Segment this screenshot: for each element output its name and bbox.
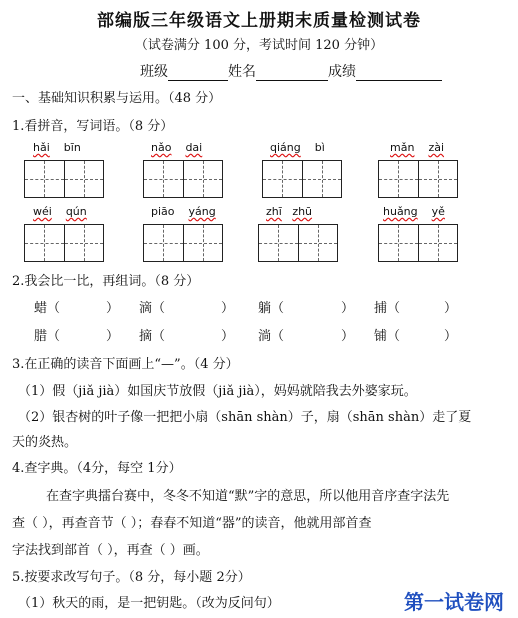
writing-grid[interactable] [24, 160, 104, 198]
writing-grid[interactable] [143, 160, 223, 198]
writing-grid[interactable] [143, 224, 223, 262]
pinyin: zhī zhū [266, 205, 313, 218]
score-blank [356, 66, 442, 81]
q5-heading: 5.按要求改写句子。（8 分，每小题 2分） [12, 570, 251, 585]
char-item: 滴（ [139, 301, 166, 316]
writing-grid[interactable] [258, 224, 338, 262]
char-item: 捕（ [374, 301, 401, 316]
char-blank[interactable]: ） [106, 329, 120, 344]
q3-line-3: 天的炎热。 [12, 435, 78, 450]
char-blank[interactable]: ） [106, 301, 120, 316]
q4-heading: 4.查字典。（4分，每空 1分） [12, 461, 182, 476]
q2-heading: 2.我会比一比，再组词。（8 分） [12, 274, 200, 289]
char-blank[interactable]: ） [444, 329, 458, 344]
student-info [140, 61, 442, 81]
pinyin: nǎo dai [151, 141, 203, 154]
char-item: 蜡（ [34, 301, 61, 316]
writing-grid[interactable] [378, 160, 458, 198]
q5-line-1: （1）秋天的雨，是一把钥匙。（改为反问句） [18, 596, 280, 611]
char-blank[interactable]: ） [221, 329, 235, 344]
char-blank[interactable]: ） [341, 301, 355, 316]
writing-grid[interactable] [378, 224, 458, 262]
name-label: 姓名 [228, 64, 256, 80]
char-blank[interactable]: ） [444, 301, 458, 316]
char-item: 淌（ [258, 329, 285, 344]
q4-line-3: 字法找到部首（ ），再查（ ）画。 [12, 543, 209, 558]
char-item: 摘（ [139, 329, 166, 344]
char-blank[interactable]: ） [341, 329, 355, 344]
exam-title: 部编版三年级语文上册期末质量检测试卷 [97, 11, 421, 31]
site-watermark: 第一试卷网 [404, 590, 504, 614]
name-blank [256, 66, 328, 81]
char-blank[interactable]: ） [221, 301, 235, 316]
pinyin: qiáng bì [270, 141, 325, 154]
score-label: 成绩 [328, 64, 356, 80]
char-item: 腊（ [34, 329, 61, 344]
q3-line-2: （2）银杏树的叶子像一把把小扇（shān shàn）子，扇（shān shàn）走了夏 [18, 410, 472, 425]
pinyin: mǎn zài [390, 141, 445, 154]
exam-subtitle: （试卷满分 100 分，考试时间 120 分钟） [134, 38, 384, 53]
pinyin: huǎng yě [383, 205, 445, 218]
writing-grid[interactable] [262, 160, 342, 198]
q3-line-1: （1）假（jiǎ jià）如国庆节放假（jiǎ jià），妈妈就陪我去外婆家玩。 [18, 384, 417, 399]
part1-heading: 一、基础知识积累与运用。（48 分） [12, 91, 222, 106]
class-label: 班级 [140, 64, 168, 80]
pinyin: piāo yáng [151, 205, 216, 218]
char-item: 躺（ [258, 301, 285, 316]
class-blank [168, 66, 228, 81]
pinyin: wéi qún [33, 205, 87, 218]
q4-line-2: 查（ ），再查音节（ ）；春春不知道“器”的读音，他就用部首查 [12, 516, 372, 531]
q4-line-1: 在查字典擂台赛中，冬冬不知道“默”字的意思，所以他用音序查字法先 [46, 489, 450, 504]
q3-heading: 3.在正确的读音下面画上“—”。（4 分） [12, 357, 239, 372]
pinyin: hǎi bīn [33, 141, 81, 154]
writing-grid[interactable] [24, 224, 104, 262]
char-item: 铺（ [374, 329, 401, 344]
q1-heading: 1.看拼音，写词语。（8 分） [12, 119, 174, 134]
